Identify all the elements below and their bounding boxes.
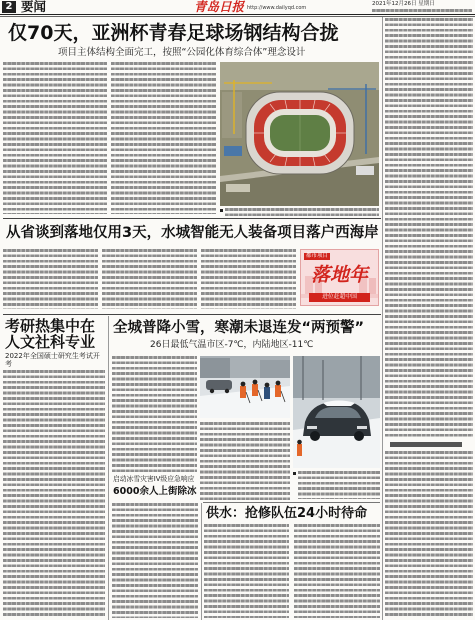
- drone-body-col-2: [102, 249, 197, 309]
- snowy-car-photo: [293, 356, 380, 468]
- snow-clearing-photo: [200, 356, 290, 418]
- water-divider: [203, 502, 380, 503]
- newspaper-logo: 青岛日报: [194, 0, 245, 14]
- snow-clearing-graphic: [200, 356, 290, 418]
- badge-tag: 都市项目: [306, 253, 329, 259]
- page-number: 2: [2, 1, 16, 13]
- snow-body-col-2: [200, 422, 290, 500]
- snowy-car-graphic: [293, 356, 380, 468]
- masthead-rule: [0, 14, 475, 15]
- exam-body-text: [3, 370, 105, 618]
- stadium-headline: 仅70天，亚洲杯青春足球场钢结构合拢: [8, 22, 339, 44]
- water-body-col-2: [294, 524, 380, 618]
- exam-headline-line-1: 考研热集中在: [5, 317, 96, 335]
- badge-slogan: 进位赶超中国: [309, 293, 370, 302]
- stadium-photo-caption: [225, 208, 379, 216]
- right-column-divider: [382, 17, 383, 620]
- snow-subheadline: 26日最低气温市区-7℃，内陆地区-11℃: [150, 340, 314, 350]
- snow-body-col-1: [112, 356, 197, 472]
- deicing-kicker: 启动冰雪灾害IV级应急响应: [113, 475, 195, 483]
- water-headline: 供水：抢修队伍24小时待命: [206, 506, 368, 521]
- caption-marker: [220, 209, 223, 212]
- continued-article-text: [385, 18, 473, 439]
- caption-marker: [293, 472, 296, 475]
- continued-article-text-2: [385, 451, 473, 618]
- snow-headline: 全城普降小雪，寒潮未退连发“两预警”: [113, 320, 365, 336]
- lower-left-divider: [108, 316, 109, 620]
- section-name: 要闻: [21, 0, 47, 14]
- stadium-aerial-photo: [220, 62, 379, 206]
- deicing-body-text: [112, 503, 198, 618]
- snowy-car-caption: [298, 471, 380, 499]
- section-divider-2: [3, 314, 381, 315]
- continued-article-subhead: [390, 442, 462, 447]
- deicing-water-divider: [201, 503, 202, 620]
- stadium-body-col-2: [111, 62, 216, 214]
- stadium-subheadline: 项目主体结构全面完工，按照“公园化体育综合体”理念设计: [58, 47, 306, 58]
- website-url: http://www.dailyqd.com: [247, 5, 307, 11]
- drone-body-col-3: [201, 249, 296, 309]
- stadium-photo-graphic: [220, 62, 379, 206]
- section-divider-1: [3, 218, 381, 219]
- drone-body-col-1: [3, 249, 98, 309]
- masthead-rule-thin: [0, 16, 475, 17]
- editor-credits-line: [372, 9, 472, 12]
- exam-subheadline: 2022年全国硕士研究生考试开考: [5, 352, 100, 368]
- drone-headline: 从省谈到落地仅用3天，水城智能无人装备项目落户西海岸: [6, 225, 379, 241]
- stadium-body-col-1: [3, 62, 107, 214]
- exam-headline-line-2: 人文社科专业: [5, 333, 96, 351]
- water-body-col-1: [204, 524, 289, 618]
- issue-date: 2021年12月26日 星期日: [372, 1, 435, 7]
- campaign-badge: [300, 249, 379, 306]
- deicing-headline: 6000余人上街除冰: [113, 486, 197, 497]
- badge-title: 落地年: [310, 264, 368, 286]
